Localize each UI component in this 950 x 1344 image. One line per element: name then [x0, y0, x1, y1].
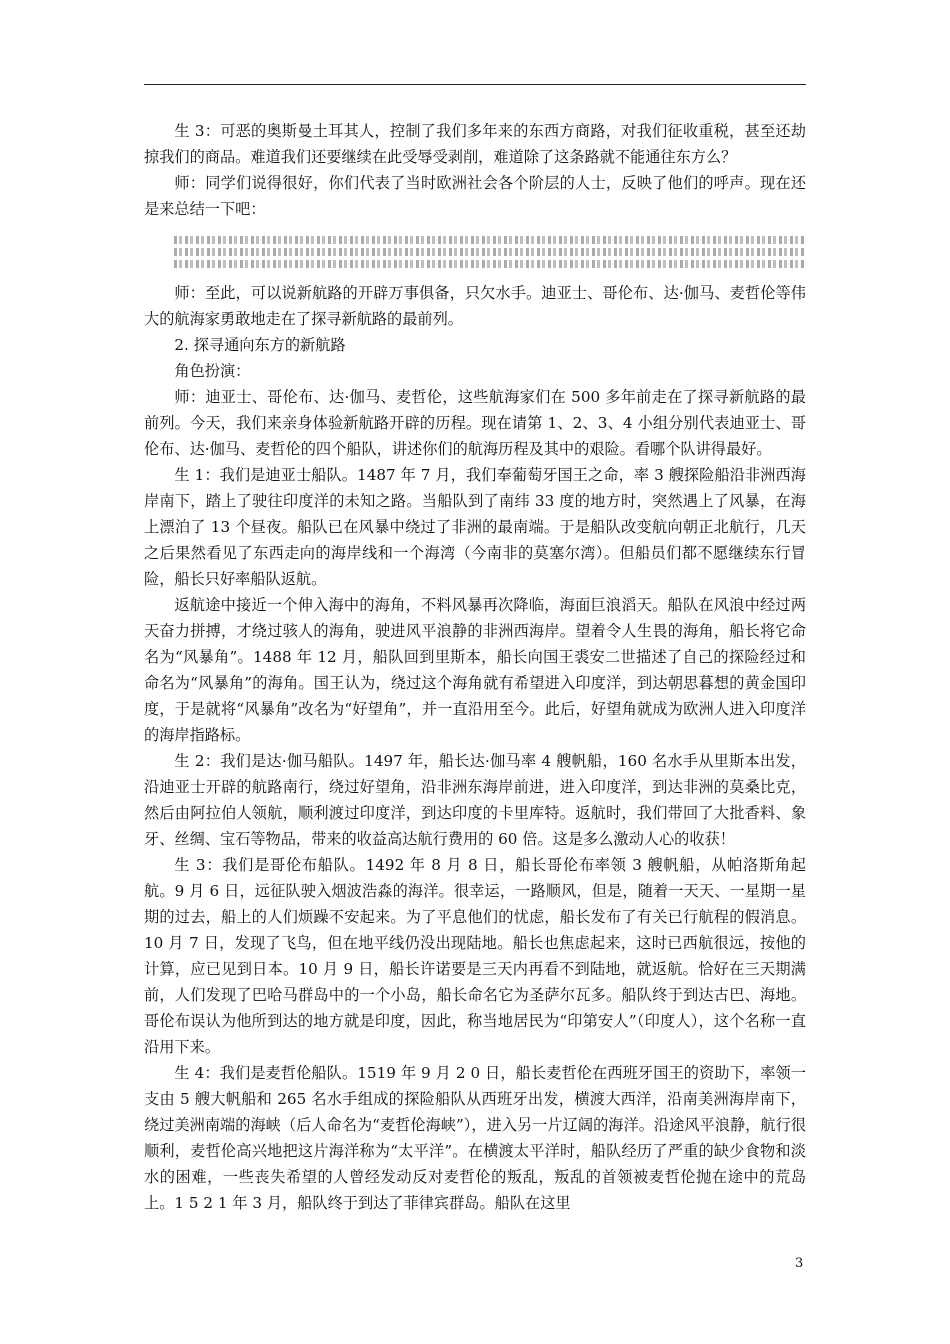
paragraph: 生 4：我们是麦哲伦船队。1519 年 9 月 2 0 日，船长麦哲伦在西班牙国王的资助下，率领一支由 5 艘大帆船和 265 名水手组成的探险船队从西班牙出发，横渡大西洋，沿南美洲海岸南下，绕过美洲南端的海峡（后人命名为“麦哲伦海峡”），进入另一片辽阔的海洋。沿途风平浪静，航行很顺利，麦哲伦高兴地把这片海洋称为“太平洋”。在横渡太平洋时，船队经历了严重的缺少食物和淡水的困难，一些丧失希望的人曾经发动反对麦哲伦的叛乱，叛乱的首领被麦哲伦抛在途中的荒岛上。1 5 2 1 年 3 月，船队终于到达了菲律宾群岛。船队在这里 [144, 1064, 806, 1212]
paragraph: 生 1：我们是迪亚士船队。1487 年 7 月，我们奉葡萄牙国王之命，率 3 艘探险船沿非洲西海岸南下，踏上了驶往印度洋的未知之路。当船队到了南纬 33 度的地方时，突然遇上了风暴，在海上漂泊了 13 个昼夜。船队已在风暴中绕过了非洲的最南端。于是船队改变航向朝正北航行，几天之后果然看见了东西走向的海岸线和一个海湾（今南非的莫塞尔湾）。但船员们都不愿继续东行冒险，船长只好率船队返航。 [144, 466, 806, 588]
section-heading: 2. 探寻通向东方的新航路 [174, 336, 346, 354]
paragraph: 生 2：我们是达·伽马船队。1497 年，船长达·伽马率 4 艘帆船，160 名水手从里斯本出发，沿迪亚士开辟的航路南行，绕过好望角，沿非洲东海岸前进，进入印度洋，到达非洲的莫桑比克，然后由阿拉伯人领航，顺利渡过印度洋，到达印度的卡里库特。返航时，我们带回了大批香料、象牙、丝绸、宝石等物品，带来的收益高达航行费用的 60 倍。这是多么激动人心的收获！ [144, 752, 806, 848]
paragraph: 生 3：我们是哥伦布船队。1492 年 8 月 8 日，船长哥伦布率领 3 艘帆船，从帕洛斯角起航。9 月 6 日，远征队驶入烟波浩淼的海洋。很幸运，一路顺风，但是，随着一天天、一星期一星期的过去，船上的人们烦躁不安起来。为了平息他们的忧虑，船长发布了有关已行航程的假消息。10 月 7 日，发现了飞鸟，但在地平线仍没出现陆地。船长也焦虑起来，这时已西航很远，按他的计算，应已见到日本。10 月 9 日，船长许诺要是三天内再看不到陆地，就返航。恰好在三天期满前，人们发现了巴哈马群岛中的一个小岛，船长命名它为圣萨尔瓦多。船队终于到达古巴、海地。哥伦布误认为他所到达的地方就是印度，因此，称当地居民为“印第安人”（印度人），这个名称一直沿用下来。 [144, 856, 806, 1056]
paragraph: 角色扮演： [174, 362, 251, 380]
page-body [144, 118, 806, 1216]
paragraph: 师：迪亚士、哥伦布、达·伽马、麦哲伦，这些航海家们在 500 多年前走在了探寻新航路的最前列。今天，我们来亲身体验新航路开辟的历程。现在请第 1、2、3、4 小组分别代表迪亚士、哥伦布、达·伽马、麦哲伦的四个船队，讲述你们的航海历程及其中的艰险。看哪个队讲得最好。 [144, 388, 806, 458]
illegible-summary-image [174, 222, 806, 280]
header-rule [144, 84, 806, 85]
page-number: 3 [795, 1256, 804, 1271]
paragraph: 返航途中接近一个伸入海中的海角，不料风暴再次降临，海面巨浪滔天。船队在风浪中经过两天奋力拼搏，才绕过骇人的海角，驶进风平浪静的非洲西海岸。望着令人生畏的海角，船长将它命名为“风暴角”。1488 年 12 月，船队回到里斯本，船长向国王裘安二世描述了自己的探险经过和命名为“风暴角”的海角。国王认为，绕过这个海角就有希望进入印度洋，到达朝思暮想的黄金国印度，于是就将“风暴角”改名为“好望角”，并一直沿用至今。此后，好望角就成为欧洲人进入印度洋的海岸指路标。 [144, 596, 806, 744]
paragraph: 师：至此，可以说新航路的开辟万事俱备，只欠水手。迪亚士、哥伦布、达·伽马、麦哲伦等伟大的航海家勇敢地走在了探寻新航路的最前列。 [144, 284, 806, 328]
paragraph: 生 3：可恶的奥斯曼土耳其人，控制了我们多年来的东西方商路，对我们征收重税，甚至还劫掠我们的商品。难道我们还要继续在此受辱受剥削，难道除了这条路就不能通往东方么？ [144, 122, 806, 166]
paragraph: 师：同学们说得很好，你们代表了当时欧洲社会各个阶层的人士，反映了他们的呼声。现在还是来总结一下吧： [144, 174, 806, 218]
